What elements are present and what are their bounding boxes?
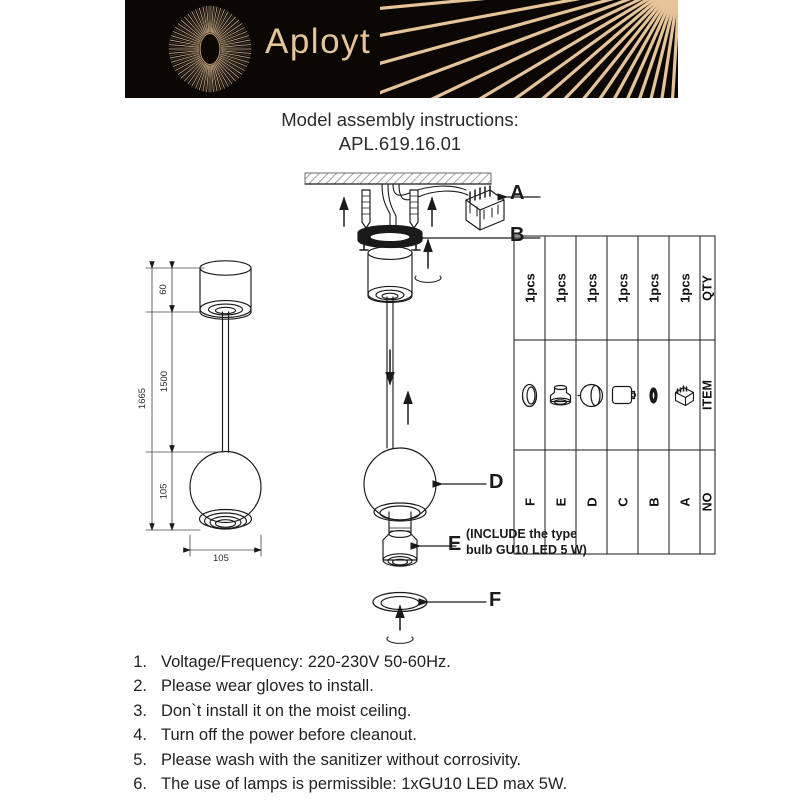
wires — [382, 184, 468, 232]
table-row-c — [607, 236, 638, 554]
table-row-f — [514, 236, 545, 554]
item-text: Voltage/Frequency: 220-230V 50-60Hz. — [161, 653, 451, 671]
part-no-f: F — [514, 449, 545, 553]
title-text: Model assembly instructions: — [281, 109, 519, 130]
callout-b: B — [510, 224, 525, 246]
list-item — [131, 699, 751, 723]
list-item — [131, 748, 751, 772]
header-no: NO — [700, 449, 715, 553]
item-number: 4. — [133, 726, 147, 745]
item-number: 5. — [133, 750, 147, 769]
item-number: 6. — [133, 775, 147, 794]
item-text: Don`t install it on the moist ceiling. — [161, 701, 412, 720]
item-number: 2. — [133, 677, 147, 696]
dim-total-height: 1665 — [137, 387, 149, 410]
list-item — [131, 650, 751, 674]
qty-c: 1pcs — [607, 236, 638, 340]
trim-ring-icon — [514, 340, 545, 450]
header-item: ITEM — [700, 340, 715, 450]
brand-wordmark: Aployt — [265, 22, 372, 61]
dim-shade-height: 105 — [158, 483, 170, 500]
callout-f: F — [489, 589, 502, 611]
model-number: APL.619.16.01 — [338, 133, 462, 155]
list-item — [131, 772, 751, 796]
motion-arrows — [344, 198, 432, 630]
sphere-shade-icon — [576, 340, 607, 450]
table-row-b — [638, 236, 669, 554]
bulb-note-line1: (INCLUDE the type — [466, 527, 578, 541]
screw-icon — [638, 340, 669, 450]
part-no-d: D — [576, 449, 607, 553]
part-no-b: B — [638, 449, 669, 553]
callout-d: D — [489, 471, 504, 493]
qty-e: 1pcs — [545, 236, 576, 340]
list-item — [131, 674, 751, 698]
callout-a: A — [510, 182, 525, 204]
ceiling — [305, 173, 491, 184]
dim-rod-length: 1500 — [159, 370, 171, 393]
qty-b: 1pcs — [638, 236, 669, 340]
callout-e: E — [448, 533, 462, 555]
item-text: Turn off the power before cleanout. — [161, 726, 417, 745]
table-row-d — [576, 236, 607, 554]
table-header-row — [700, 236, 715, 554]
qty-d: 1pcs — [576, 236, 607, 340]
qty-f: 1pcs — [514, 236, 545, 340]
canopy-cylinder-icon — [607, 340, 638, 450]
sphere-shade — [364, 448, 436, 521]
dim-canopy-height: 60 — [157, 284, 169, 295]
table-row-e — [545, 236, 576, 554]
table-row-a — [669, 236, 700, 554]
bulb-note-line2: bulb GU10 LED 5 W) — [466, 542, 587, 557]
dim-width: 105 — [213, 553, 229, 564]
rotation-symbols — [387, 276, 441, 643]
list-item — [131, 723, 751, 747]
item-number: 1. — [133, 653, 147, 671]
item-text: The use of lamps is permissible: 1xGU10 LED max 5W. — [161, 775, 568, 794]
item-text: Please wash with the sanitizer without corrosivity. — [161, 750, 522, 769]
parts-table — [521, 186, 714, 511]
qty-a: 1pcs — [669, 236, 700, 340]
part-no-e: E — [545, 449, 576, 553]
dimension-drawing — [190, 261, 261, 529]
instruction-list — [131, 650, 751, 796]
item-text: Please wear gloves to install. — [161, 677, 374, 696]
part-no-c: C — [607, 449, 638, 553]
gu10-bulb-icon — [545, 340, 576, 450]
part-no-a: A — [669, 449, 700, 553]
terminal-block-icon — [669, 340, 700, 450]
item-number: 3. — [133, 701, 147, 720]
header-qty: QTY — [700, 236, 715, 340]
terminal-block — [466, 186, 504, 230]
canopy-cylinder — [368, 247, 412, 303]
